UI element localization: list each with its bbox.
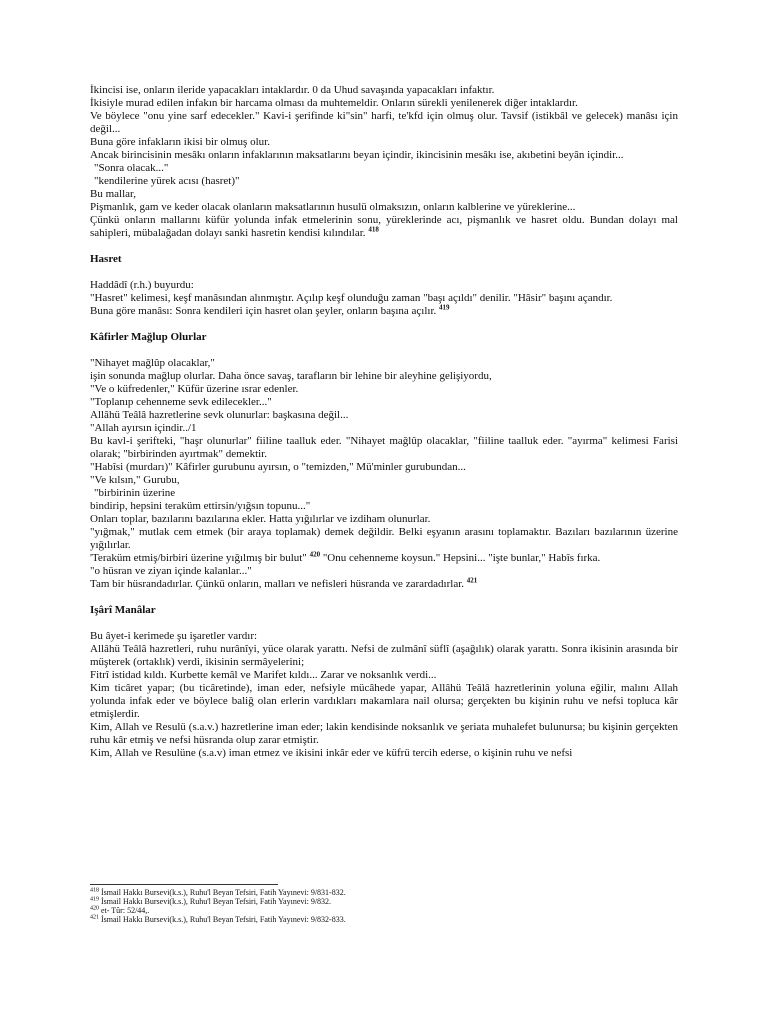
paragraph: Kim, Allah ve Resulüne (s.a.v) iman etmez ve ikisini inkâr eder ve küfrü tercih ederse, o kişinin ruhu ve nefsi (90, 747, 573, 759)
paragraph-text: Buna göre manâsı: Sonra kendileri için hasret olan şeyler, onların başına açılır. (90, 305, 437, 317)
paragraph: Bu kavl-i şerifteki, "haşr olunurlar" fiiline taalluk eder. "Nihayet mağlûp olacaklar, "fiiline taalluk eder. "ayırma" kelimesi Farisi olarak; "birbirinden ayırtmak" demektir. (90, 435, 678, 460)
footnote (90, 888, 678, 897)
footnote-ref[interactable]: 419 (439, 303, 450, 312)
footnote-text: et- Tûr: 52/44,. (99, 906, 150, 915)
paragraph: Fitrî istidad kıldı. Kurbette kemâl ve Marifet kıldı... Zarar ve noksanlık verdi... (90, 669, 437, 681)
paragraph: İkisiyle murad edilen infakın bir harcama olması da muhtemeldir. Onların sürekli yenilenerek diğer intaklardır. (90, 97, 578, 109)
section-heading: Hasret (90, 253, 122, 265)
paragraph: "Allah ayırsın içindir../1 (90, 422, 197, 434)
paragraph: "Ve kılsın," Gurubu, (90, 474, 180, 486)
paragraph: Buna göre infakların ikisi bir olmuş olur. (90, 136, 270, 148)
footnote-ref[interactable]: 420 (309, 550, 321, 559)
footnotes (90, 884, 678, 924)
footnote-text: İsmail Hakkı Bursevi(k.s.), Ruhu'l Beyan Tefsiri, Fatih Yayınevi: 9/832-833. (99, 915, 346, 924)
paragraph: bindirip, hepsini teraküm ettirsin/yığsın topunu..." (90, 500, 311, 512)
footnote-text: İsmail Hakkı Bursevi(k.s.), Ruhu'l Beyan Tefsiri, Fatih Yayınevi: 9/831-832. (99, 888, 346, 897)
footnote-number: 421 (90, 914, 99, 921)
document-body (90, 84, 678, 760)
paragraph (90, 214, 678, 240)
paragraph: Onları toplar, bazılarını bazılarına ekler. Hatta yığılırlar ve izdiham olunurlar. (90, 513, 431, 525)
paragraph: Allâhü Teâlâ hazretlerine sevk olunurlar: başkasına değil... (90, 409, 349, 421)
footnote-number: 419 (90, 896, 99, 903)
paragraph: İkincisi ise, onların ileride yapacakları intaklardır. 0 da Uhud savaşında yapacakları infaktır. (90, 84, 495, 96)
paragraph: işin sonunda mağlup olurlar. Daha önce savaş, tarafların bir lehine bir aleyhine gelişiyordu, (90, 370, 492, 382)
paragraph (90, 578, 678, 591)
paragraph: Ancak birincisinin mesâkı onların infaklarının maksatlarını beyan içindir, ikincisinin mesâkı ise, akıbetini beyân içindir... (90, 149, 624, 161)
paragraph: Pişmanlık, gam ve keder olacak olanların maksatlarının husulü olmaksızın, onların kalblerine ve yüreklerine... (90, 201, 576, 213)
paragraph-text: Çünkü onların mallarını küfür yolunda infak etmelerinin sonu, yüreklerinde acı, pişmanlık ve hasret oldu. Bundan dolayı mal sahipleri, mübalağadan dolayı sanki hasretin kendisi kılındılar. (90, 214, 678, 239)
footnote (90, 897, 678, 906)
paragraph: "Hasret" kelimesi, keşf manâsından alınmıştır. Açılıp keşf olunduğu zaman "başı açıldı" denilir. "Hâsir" başını açandır. (90, 292, 613, 304)
paragraph: Allâhü Teâlâ hazretleri, ruhu nurânîyi, yüce olarak yarattı. Nefsi de zulmânî süflî (aşağılık) olarak yarattı. Sonra ikisinin arasında bir müşterek (ortaklık) verdi, ikisinin sermâyelerini; (90, 643, 678, 668)
paragraph-text: 'Teraküm etmiş/birbiri üzerine yığılmış bir bulut" (90, 552, 307, 564)
footnote-number: 418 (90, 887, 99, 894)
paragraph: "o hüsran ve ziyan içinde kalanlar..." (90, 565, 252, 577)
quote-line: "birbirinin üzerine (94, 487, 176, 499)
paragraph: "Nihayet mağlûp olacaklar," (90, 357, 215, 369)
paragraph: Kim, Allah ve Resulü (s.a.v.) hazretlerine iman eder; lakin kendisinde noksanlık ve şeriata muhalefet bulunursa; bu kişinin gerçekten ruhu kâr etmiş ve nefsi hüsranda olup zarar etmiştir. (90, 721, 678, 746)
paragraph: "Ve o küfredenler," Küfür üzerine ısrar edenler. (90, 383, 299, 395)
paragraph: "Habîsi (murdarı)" Kâfirler gurubunu ayırsın, o "temizden," Mü'minler gurubundan... (90, 461, 466, 473)
paragraph: Haddâdî (r.h.) buyurdu: (90, 279, 194, 291)
paragraph: Bu âyet-i kerimede şu işaretler vardır: (90, 630, 258, 642)
footnote-ref[interactable]: 421 (466, 576, 478, 585)
paragraph: Ve böylece "onu yine sarf edecekler." Kavi-i şerifinde ki"sin" harfi, te'kfd için olmuş olur. Tavsif (istikbâl ve gelecek) manâsı için değil... (90, 110, 678, 135)
footnote-divider (90, 884, 278, 885)
footnote (90, 906, 678, 915)
footnote-text: İsmail Hakkı Bursevi(k.s.), Ruhu'l Beyan Tefsiri, Fatih Yayınevi: 9/832. (99, 897, 332, 906)
paragraph: "Toplanıp cehenneme sevk edilecekler..." (90, 396, 272, 408)
section-heading: Işârî Manâlar (90, 604, 156, 616)
footnote-number: 420 (90, 905, 99, 912)
footnote (90, 915, 678, 924)
footnote-ref[interactable]: 418 (368, 225, 379, 234)
paragraph: Kim ticâret yapar; (bu ticâretinde), iman eder, nefsiyle mücâhede yapar, Allâhü Teâlâ hazretlerinin yoluna eğilir, malını Allah yolunda infak eder ve böylece baliğ olan erlerin vardıkları makamlara nail olursa; gerçekten bu kişinin ruhu ve nefsi topluca kâr etmişlerdir. (90, 682, 678, 720)
paragraph-text: "Onu cehenneme koysun." Hepsini... "işte bunlar," Habîs fırka. (320, 552, 601, 564)
paragraph (90, 552, 678, 565)
section-heading: Kâfirler Mağlup Olurlar (90, 331, 207, 343)
paragraph (90, 305, 678, 318)
paragraph-text: Tam bir hüsrandadırlar. Çünkü onların, malları ve nefisleri hüsranda ve zarardadırlar. (90, 578, 465, 590)
paragraph: "yığmak," mutlak cem etmek (bir araya toplamak) demek değildir. Belki eşyanın arasını toplamaktır. Bazıları bazılarının üzerine yığılırlar. (90, 526, 678, 551)
quote-line: "Sonra olacak..." (94, 162, 169, 174)
paragraph: Bu mallar, (90, 188, 136, 200)
quote-line: "kendilerine yürek acısı (hasret)" (94, 175, 240, 187)
